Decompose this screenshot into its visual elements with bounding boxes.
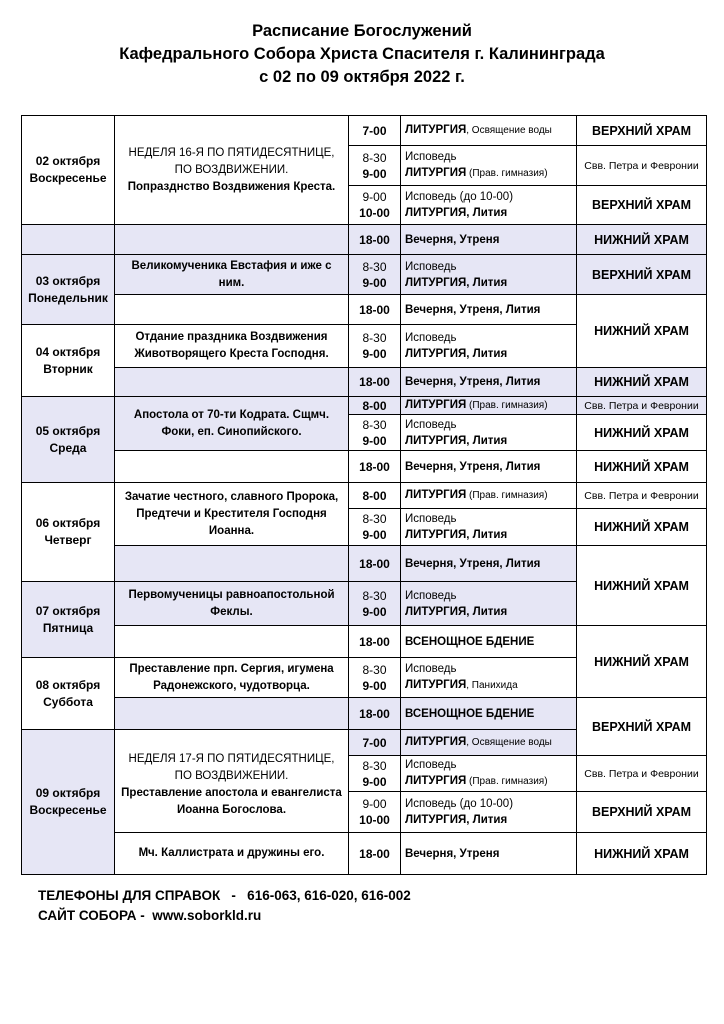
table-row [22, 833, 707, 875]
day-weekday: Вторник [43, 361, 93, 376]
day-date-cell [22, 255, 115, 325]
shaded-cell [22, 225, 115, 255]
table-row [22, 451, 707, 483]
feast-cell [115, 730, 349, 833]
service-place: ВЕРХНИЙ ХРАМ [577, 698, 707, 756]
service-place: НИЖНИЙ ХРАМ [577, 295, 707, 368]
service-name: Исповедь ЛИТУРГИЯ, Лития [401, 582, 577, 626]
service-time: 9-00 10-00 [349, 186, 401, 225]
service-name: ЛИТУРГИЯ (Прав. гимназия) [401, 397, 577, 415]
feast-name: Мч. Каллистрата и дружины его. [138, 847, 325, 859]
day-date: 04 октября [35, 344, 101, 359]
service-time: 9-00 10-00 [349, 792, 401, 833]
service-place: ВЕРХНИЙ ХРАМ [577, 255, 707, 295]
feast-name: Великомученика Евстафия и иже с ним. [131, 259, 332, 289]
schedule-title [0, 20, 724, 89]
day-weekday: Понедельник [28, 290, 108, 305]
service-name: Исповедь (до 10-00) ЛИТУРГИЯ, Лития [401, 792, 577, 833]
feast-cell [115, 582, 349, 626]
service-time: 8-30 9-00 [349, 509, 401, 546]
day-date-cell [22, 658, 115, 730]
day-weekday: Воскресенье [29, 171, 107, 185]
service-place: НИЖНИЙ ХРАМ [577, 546, 707, 626]
day-weekday: Суббота [43, 694, 93, 709]
service-time: 8-00 [349, 397, 401, 415]
title-line-3: с 02 по 09 октября 2022 г. [259, 68, 465, 86]
service-place: НИЖНИЙ ХРАМ [577, 368, 707, 397]
table-row [22, 116, 707, 146]
day-weekday: Четверг [44, 533, 92, 547]
feast-name: НЕДЕЛЯ 17-Я ПО ПЯТИДЕСЯТНИЦЕ, ПО ВОЗДВИЖЕНИИ. [128, 753, 335, 782]
table-row [22, 225, 707, 255]
service-time: 18-00 [349, 546, 401, 582]
service-time: 8-30 9-00 [349, 415, 401, 451]
service-place: Свв. Петра и Февронии [577, 756, 707, 792]
day-weekday: Пятница [42, 620, 94, 635]
table-row [22, 546, 707, 582]
service-time: 18-00 [349, 833, 401, 875]
service-time: 8-30 9-00 [349, 756, 401, 792]
service-place: Свв. Петра и Февронии [577, 397, 707, 415]
service-name: ЛИТУРГИЯ, Освящение воды [401, 116, 577, 146]
table-row [22, 255, 707, 295]
service-time: 8-00 [349, 483, 401, 509]
feast-cell [115, 658, 349, 698]
service-place: Свв. Петра и Февронии [577, 146, 707, 186]
service-name: Вечерня, Утреня, Лития [401, 546, 577, 582]
shaded-cell [115, 368, 349, 397]
feast-name: Преставление прп. Сергия, игумена Радонежского, чудотворца. [129, 662, 334, 692]
feast-name: Первомученицы равноапостольной Феклы. [128, 588, 335, 618]
service-name: Исповедь ЛИТУРГИЯ, Лития [401, 509, 577, 546]
service-name: Вечерня, Утреня [401, 225, 577, 255]
day-date: 07 октября [35, 603, 101, 618]
service-time: 18-00 [349, 451, 401, 483]
day-date: 09 октября [35, 786, 101, 800]
day-date-cell [22, 483, 115, 582]
service-name: Исповедь ЛИТУРГИЯ, Панихида [401, 658, 577, 698]
service-place: НИЖНИЙ ХРАМ [577, 509, 707, 546]
table-row [22, 368, 707, 397]
service-name: Вечерня, Утреня, Лития [401, 451, 577, 483]
phones-info: ТЕЛЕФОНЫ ДЛЯ СПРАВОК - 616-063, 616-020, 616-002 [38, 888, 411, 903]
service-name: Исповедь (до 10-00) ЛИТУРГИЯ, Лития [401, 186, 577, 225]
service-place: ВЕРХНИЙ ХРАМ [577, 116, 707, 146]
service-time: 18-00 [349, 295, 401, 325]
table-row [22, 626, 707, 658]
table-row [22, 698, 707, 730]
service-name: ВСЕНОЩНОЕ БДЕНИЕ [401, 698, 577, 730]
service-time: 7-00 [349, 116, 401, 146]
service-name: ЛИТУРГИЯ (Прав. гимназия) [401, 483, 577, 509]
title-line-1: Расписание Богослужений [252, 22, 472, 40]
service-name: ВСЕНОЩНОЕ БДЕНИЕ [401, 626, 577, 658]
empty-cell [115, 451, 349, 483]
feast-cell [115, 116, 349, 225]
day-date: 08 октября [35, 677, 101, 692]
schedule-table [21, 115, 707, 875]
empty-cell [115, 626, 349, 658]
day-weekday: Воскресенье [29, 803, 107, 817]
feast-name: Апостола от 70-ти Кодрата. Сщмч. Фоки, еп. Синопийского. [133, 408, 330, 438]
footer-info [38, 886, 411, 926]
shaded-cell [115, 546, 349, 582]
day-date: 03 октября [35, 273, 101, 288]
service-time: 8-30 9-00 [349, 255, 401, 295]
service-time: 8-30 9-00 [349, 146, 401, 186]
service-place: НИЖНИЙ ХРАМ [577, 833, 707, 875]
service-time: 18-00 [349, 626, 401, 658]
feast-name-secondary: Преставление апостола и евангелиста Иоанна Богослова. [121, 787, 342, 816]
day-date: 05 октября [35, 423, 101, 438]
shaded-cell [115, 698, 349, 730]
feast-name-secondary: Попразднство Воздвижения Креста. [127, 180, 336, 193]
service-name: Вечерня, Утреня, Лития [401, 368, 577, 397]
day-date-cell [22, 730, 115, 875]
title-line-2: Кафедрального Собора Христа Спасителя г. Калининграда [119, 45, 605, 63]
feast-cell [115, 255, 349, 295]
shaded-cell [115, 225, 349, 255]
service-name: Вечерня, Утреня, Лития [401, 295, 577, 325]
service-time: 7-00 [349, 730, 401, 756]
table-row [22, 397, 707, 415]
service-place: НИЖНИЙ ХРАМ [577, 626, 707, 698]
service-place: Свв. Петра и Февронии [577, 483, 707, 509]
service-time: 8-30 9-00 [349, 325, 401, 368]
day-date: 02 октября [35, 154, 101, 168]
feast-name: Отдание праздника Воздвижения Животворящего Креста Господня. [134, 331, 329, 360]
feast-cell [115, 397, 349, 451]
table-row [22, 483, 707, 509]
service-time: 8-30 9-00 [349, 658, 401, 698]
feast-cell [115, 325, 349, 368]
day-date-cell [22, 116, 115, 225]
feast-name: НЕДЕЛЯ 16-Я ПО ПЯТИДЕСЯТНИЦЕ, ПО ВОЗДВИЖЕНИИ. [128, 146, 335, 176]
service-name: Исповедь ЛИТУРГИЯ (Прав. гимназия) [401, 756, 577, 792]
service-name: Исповедь ЛИТУРГИЯ, Лития [401, 325, 577, 368]
service-time: 18-00 [349, 698, 401, 730]
service-name: Исповедь ЛИТУРГИЯ, Лития [401, 415, 577, 451]
day-date-cell [22, 325, 115, 397]
day-date-cell [22, 397, 115, 483]
service-name: Исповедь ЛИТУРГИЯ (Прав. гимназия) [401, 146, 577, 186]
service-place: ВЕРХНИЙ ХРАМ [577, 186, 707, 225]
table-row [22, 295, 707, 325]
service-place: НИЖНИЙ ХРАМ [577, 451, 707, 483]
feast-cell [115, 833, 349, 875]
service-place: НИЖНИЙ ХРАМ [577, 415, 707, 451]
service-name: ЛИТУРГИЯ, Освящение воды [401, 730, 577, 756]
day-date: 06 октября [35, 516, 101, 530]
service-name: Исповедь ЛИТУРГИЯ, Лития [401, 255, 577, 295]
day-weekday: Среда [49, 440, 87, 455]
empty-cell [115, 295, 349, 325]
service-place: ВЕРХНИЙ ХРАМ [577, 792, 707, 833]
site-info: САЙТ СОБОРА - www.soborkld.ru [38, 908, 262, 923]
service-time: 18-00 [349, 225, 401, 255]
service-time: 18-00 [349, 368, 401, 397]
service-place: НИЖНИЙ ХРАМ [577, 225, 707, 255]
day-date-cell [22, 582, 115, 658]
feast-name: Зачатие честного, славного Пророка, Предтечи и Крестителя Господня Иоанна. [124, 490, 339, 537]
service-name: Вечерня, Утреня [401, 833, 577, 875]
service-time: 8-30 9-00 [349, 582, 401, 626]
feast-cell [115, 483, 349, 546]
